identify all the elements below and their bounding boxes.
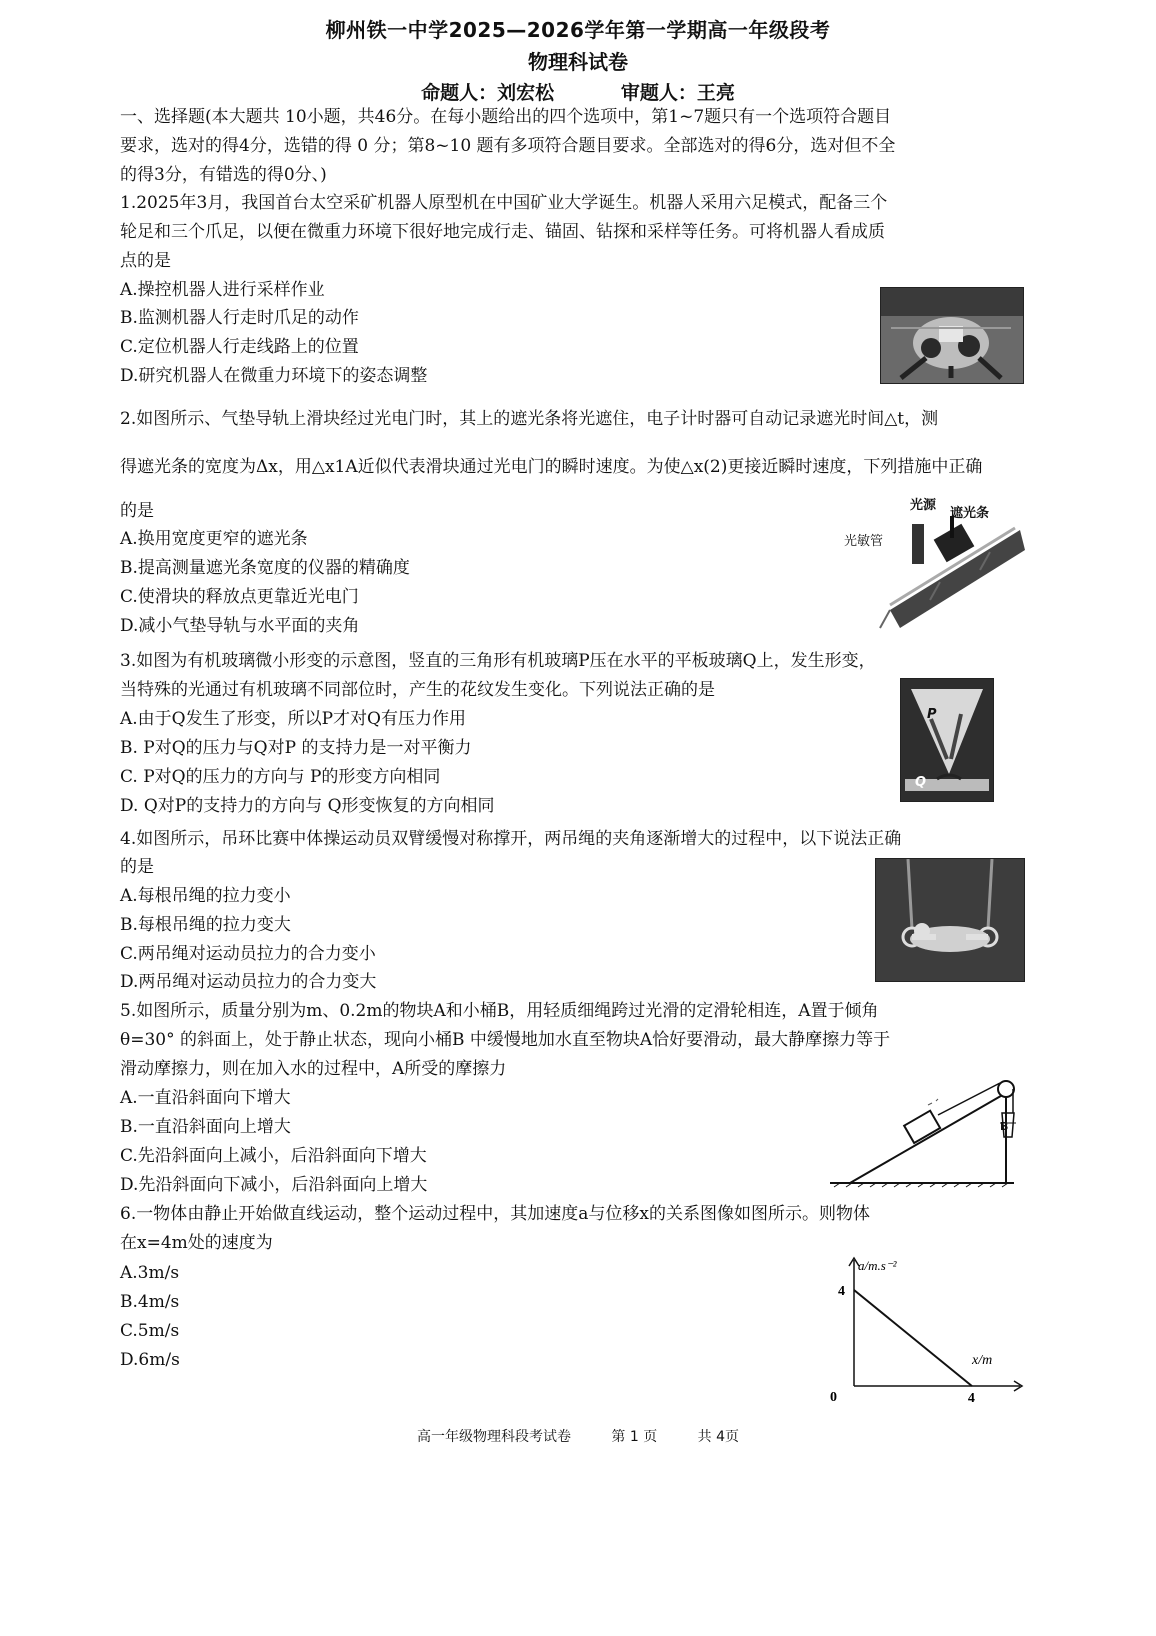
origin-label: 0 (830, 1390, 837, 1405)
q4-option-b: B.每根吊绳的拉力变大 (120, 915, 291, 935)
q3-option-c: C. P对Q的压力的方向与 P的形变方向相同 (120, 767, 441, 787)
footer-page-number: 第 1 页 (611, 1429, 658, 1445)
setter-label: 命题人：刘宏松 (421, 82, 555, 104)
q2-air-track-figure (844, 490, 1030, 630)
exam-subtitle: 物理科试卷 (528, 50, 628, 74)
q4-rings-gymnast-photo (875, 858, 1025, 982)
q2-stem-line-1: 2.如图所示、气垫导轨上滑块经过光电门时，其上的遮光条将光遮住，电子计时器可自动记录遮光时间△t，测 (120, 409, 939, 429)
x-tick-label: 4 (967, 1391, 975, 1406)
q2-option-b: B.提高测量遮光条宽度的仪器的精确度 (120, 558, 410, 578)
q1-stem-line-1: 1.2025年3月，我国首台太空采矿机器人原型机在中国矿业大学诞生。机器人采用六足模式，配备三个 (120, 193, 888, 213)
q2-stem-line-3: 的是 (120, 501, 154, 521)
page-footer (0, 1426, 1156, 1446)
q1-option-c: C.定位机器人行走线路上的位置 (120, 337, 359, 357)
q5-stem-line-1: 5.如图所示，质量分别为m、0.2m的物块A和小桶B，用轻质细绳跨过光滑的定滑轮相连，A置于倾角 (120, 1001, 879, 1021)
q2-option-d: D.减小气垫导轨与水平面的夹角 (120, 616, 360, 636)
q3-stem-line-1: 3.如图为有机玻璃微小形变的示意图，竖直的三角形有机玻璃P压在水平的平板玻璃Q上，发生形变， (120, 651, 876, 671)
q5-option-b: B.一直沿斜面向上增大 (120, 1117, 291, 1137)
q1-stem-line-3: 点的是 (120, 251, 171, 271)
q3-option-b: B. P对Q的压力与Q对P 的支持力是一对平衡力 (120, 738, 472, 758)
q5-incline-pulley-figure (828, 1075, 1018, 1195)
footer-total-pages: 共 4页 (697, 1429, 740, 1445)
q1-option-a: A.操控机器人进行采样作业 (120, 280, 325, 300)
q1-stem-line-2: 轮足和三个爪足，以便在微重力环境下很好地完成行走、锚固、钻探和采样等任务。可将机器人看成质 (120, 222, 885, 242)
q2-stem-line-2: 得遮光条的宽度为Δx，用△x1A近似代表滑块通过光电门的瞬时速度。为使△x(2)更接近瞬时速度，下列措施中正确 (120, 457, 983, 477)
q5-label-bucket-b: B (1000, 1120, 1009, 1133)
footer-course: 高一年级物理科段考试卷 (416, 1429, 571, 1445)
q3-glass-deformation-figure (900, 678, 994, 802)
q5-option-c: C.先沿斜面向上减小，后沿斜面向下增大 (120, 1146, 427, 1166)
q5-option-d: D.先沿斜面向下减小，后沿斜面向上增大 (120, 1175, 428, 1195)
q2-label-light-source: 光源 (910, 498, 937, 513)
section-instructions-line-2: 要求，选对的得4分，选错的得 0 分；第8~10 题有多项符合题目要求。全部选对的得6分，选对但不全 (120, 136, 896, 156)
q2-option-a: A.换用宽度更窄的遮光条 (120, 529, 308, 549)
q6-option-d: D.6m/s (120, 1350, 180, 1370)
q6-stem-line-2: 在x=4m处的速度为 (120, 1233, 273, 1253)
q4-stem-line-1: 4.如图所示，吊环比赛中体操运动员双臂缓慢对称撑开，两吊绳的夹角逐渐增大的过程中，以下说法正确 (120, 829, 902, 849)
exam-authors (0, 78, 1156, 105)
q2-label-shading-bar: 遮光条 (950, 506, 990, 521)
reviewer-label: 审题人：王亮 (620, 82, 735, 104)
q6-option-b: B.4m/s (120, 1292, 180, 1312)
q4-option-d: D.两吊绳对运动员拉力的合力变大 (120, 972, 377, 992)
q1-robot-photo (880, 287, 1024, 384)
section-instructions-line-1: 一、选择题(本大题共 10小题，共46分。在每小题给出的四个选项中，第1~7题只有一个选项符合题目 (120, 107, 892, 127)
y-axis-label: a/m.s⁻² (858, 1258, 897, 1273)
q3-stem-line-2: 当特殊的光通过有机玻璃不同部位时，产生的花纹发生变化。下列说法正确的是 (120, 680, 715, 700)
q2-label-photosensor: 光敏管 (844, 534, 884, 549)
q5-stem-line-2: θ=30° 的斜面上，处于静止状态，现向小桶B 中缓慢地加水直至物块A恰好要滑动，最大静摩擦力等于 (120, 1030, 891, 1050)
q6-option-a: A.3m/s (120, 1263, 180, 1283)
q6-chart-svg (810, 1250, 1030, 1410)
x-axis-label: x/m (972, 1353, 993, 1368)
q2-option-c: C.使滑块的释放点更靠近光电门 (120, 587, 359, 607)
q4-option-c: C.两吊绳对运动员拉力的合力变小 (120, 944, 376, 964)
q5-stem-line-3: 滑动摩擦力，则在加入水的过程中，A所受的摩擦力 (120, 1059, 507, 1079)
q5-option-a: A.一直沿斜面向下增大 (120, 1088, 291, 1108)
q3-label-q: Q (915, 775, 927, 790)
q3-option-d: D. Q对P的支持力的方向与 Q形变恢复的方向相同 (120, 796, 495, 816)
q3-option-a: A.由于Q发生了形变，所以P才对Q有压力作用 (120, 709, 466, 729)
section-instructions-line-3: 的得3分，有错选的得0分、) (120, 165, 327, 185)
q4-option-a: A.每根吊绳的拉力变小 (120, 886, 291, 906)
q6-option-c: C.5m/s (120, 1321, 180, 1341)
q1-option-d: D.研究机器人在微重力环境下的姿态调整 (120, 366, 428, 386)
exam-title: 柳州铁一中学2025—2026学年第一学期高一年级段考 (325, 18, 831, 42)
q6-acceleration-displacement-chart (810, 1250, 1030, 1410)
q6-stem-line-1: 6.一物体由静止开始做直线运动，整个运动过程中，其加速度a与位移x的关系图像如图所示。则物体 (120, 1204, 870, 1224)
q3-label-p: P (927, 707, 937, 722)
q4-stem-line-2: 的是 (120, 857, 154, 877)
q1-option-b: B.监测机器人行走时爪足的动作 (120, 308, 359, 328)
series-line (854, 1290, 972, 1386)
y-tick-label: 4 (838, 1284, 845, 1299)
